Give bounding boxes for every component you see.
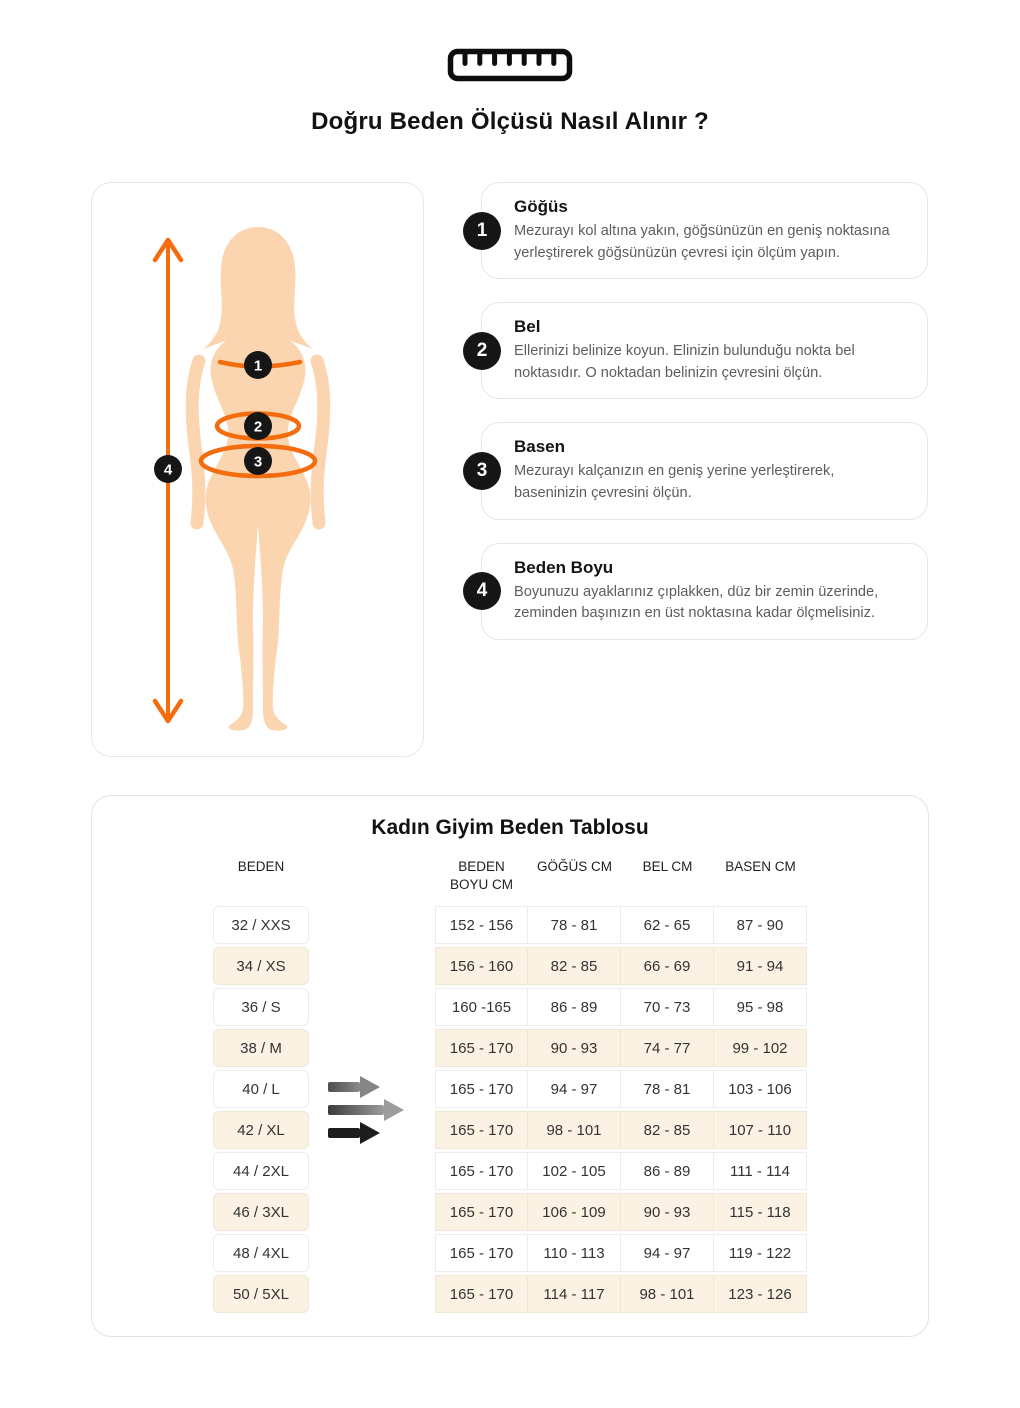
table-row (213, 1070, 807, 1108)
body-silhouette-diagram (92, 183, 424, 757)
gap-cell (309, 906, 435, 944)
size-cell: 42 / XL (213, 1111, 309, 1149)
height-cell: 165 - 170 (435, 1275, 528, 1313)
waist-cell: 82 - 85 (621, 1111, 714, 1149)
gap-cell (309, 947, 435, 985)
size-table-title: Kadın Giyim Beden Tablosu (371, 816, 649, 839)
gap-cell (309, 988, 435, 1026)
instruction-number-badge: 2 (463, 332, 501, 370)
waist-cell: 90 - 93 (621, 1193, 714, 1231)
hip-cell: 111 - 114 (714, 1152, 807, 1190)
size-cell: 34 / XS (213, 947, 309, 985)
hip-cell: 119 - 122 (714, 1234, 807, 1272)
table-row (213, 906, 807, 944)
chest-cell: 86 - 89 (528, 988, 621, 1026)
page-title: Doğru Beden Ölçüsü Nasıl Alınır ? (311, 108, 709, 135)
ruler-icon (91, 48, 929, 82)
size-cell: 44 / 2XL (213, 1152, 309, 1190)
waist-cell: 94 - 97 (621, 1234, 714, 1272)
chest-cell: 106 - 109 (528, 1193, 621, 1231)
gap-cell (309, 1070, 435, 1108)
chest-cell: 78 - 81 (528, 906, 621, 944)
hip-cell: 91 - 94 (714, 947, 807, 985)
table-row (213, 1152, 807, 1190)
chest-cell: 90 - 93 (528, 1029, 621, 1067)
silhouette-body (206, 329, 311, 731)
size-cell: 48 / 4XL (213, 1234, 309, 1272)
column-header-beden-boyu: BEDEN BOYU CM (449, 859, 513, 893)
hip-cell: 123 - 126 (714, 1275, 807, 1313)
instruction-title: Beden Boyu (514, 557, 614, 577)
size-cell: 40 / L (213, 1070, 309, 1108)
waist-cell: 86 - 89 (621, 1152, 714, 1190)
gap-cell (309, 1193, 435, 1231)
height-cell: 152 - 156 (435, 906, 528, 944)
instruction-title: Bel (514, 317, 541, 337)
table-row (213, 947, 807, 985)
chest-cell: 94 - 97 (528, 1070, 621, 1108)
table-row (213, 1193, 807, 1231)
marker-number: 2 (253, 418, 263, 436)
instruction-text: Boyunuzu ayaklarınız çıplakken, düz bir zemin üzerinde, zeminden başınızın en üst noktasına kadar ölçmelisiniz. (514, 583, 879, 622)
ruler-icon-svg (447, 48, 573, 82)
measurement-guide-section (91, 182, 929, 757)
instruction-title: Göğüs (514, 197, 568, 216)
hip-cell: 107 - 110 (714, 1111, 807, 1149)
column-header-basen: BASEN CM (725, 859, 796, 874)
hip-cell: 99 - 102 (714, 1029, 807, 1067)
column-header-bel: BEL CM (642, 859, 693, 874)
marker-number: 3 (253, 453, 263, 471)
chest-cell: 102 - 105 (528, 1152, 621, 1190)
waist-cell: 66 - 69 (621, 947, 714, 985)
waist-cell: 78 - 81 (621, 1070, 714, 1108)
hip-cell: 103 - 106 (714, 1070, 807, 1108)
hip-cell: 95 - 98 (714, 988, 807, 1026)
height-cell: 165 - 170 (435, 1152, 528, 1190)
instruction-number-badge: 4 (463, 572, 501, 610)
gap-cell (309, 1234, 435, 1272)
instruction-card-gogus (476, 182, 928, 279)
size-table-header-row (213, 856, 807, 902)
marker-badge-waist (244, 412, 272, 440)
waist-cell: 98 - 101 (621, 1275, 714, 1313)
chest-cell: 98 - 101 (528, 1111, 621, 1149)
gap-cell (309, 1275, 435, 1313)
table-row (213, 1029, 807, 1067)
size-table-body (213, 906, 807, 1313)
size-cell: 46 / 3XL (213, 1193, 309, 1231)
instruction-text: Ellerinizi belinize koyun. Elinizin bulunduğu nokta bel noktasıdır. O noktadan belinizin çevresini ölçün. (514, 343, 855, 381)
column-header-beden: BEDEN (237, 859, 285, 874)
marker-badge-hip (244, 447, 272, 475)
instruction-number-badge: 3 (463, 452, 501, 490)
chest-cell: 82 - 85 (528, 947, 621, 985)
gap-cell (309, 1152, 435, 1190)
page-header (91, 48, 929, 136)
waist-cell: 70 - 73 (621, 988, 714, 1026)
size-cell: 32 / XXS (213, 906, 309, 944)
height-cell: 165 - 170 (435, 1029, 528, 1067)
instruction-card-bel (476, 302, 928, 399)
instruction-number-badge: 1 (463, 212, 501, 250)
size-table-card (91, 795, 929, 1337)
column-header-gogus: GÖĞÜS CM (536, 859, 612, 874)
instruction-cards (476, 182, 928, 757)
marker-badge-chest (244, 351, 272, 379)
gap-cell (309, 1111, 435, 1149)
column-header-spacer (309, 856, 435, 902)
size-cell: 36 / S (213, 988, 309, 1026)
body-measurement-figure-panel (91, 182, 424, 757)
instruction-text: Mezurayı kol altına yakın, göğsünüzün en geniş noktasına yerleştirerek göğsünüzün çevresi için ölçüm yapın. (514, 223, 890, 261)
height-cell: 165 - 170 (435, 1070, 528, 1108)
height-cell: 165 - 170 (435, 1234, 528, 1272)
waist-cell: 62 - 65 (621, 906, 714, 944)
size-cell: 38 / M (213, 1029, 309, 1067)
table-row (213, 1111, 807, 1149)
instruction-text: Mezurayı kalçanızın en geniş yerine yerleştirerek, baseninizin çevresini ölçün. (514, 463, 835, 501)
marker-number: 4 (163, 461, 173, 479)
gap-cell (309, 1029, 435, 1067)
silhouette-left-arm (192, 361, 199, 523)
size-table (213, 856, 807, 1313)
hip-cell: 115 - 118 (714, 1193, 807, 1231)
hip-cell: 87 - 90 (714, 906, 807, 944)
table-row (213, 1275, 807, 1313)
table-row (213, 1234, 807, 1272)
chest-cell: 114 - 117 (528, 1275, 621, 1313)
marker-number: 1 (253, 357, 263, 375)
height-cell: 156 - 160 (435, 947, 528, 985)
height-cell: 165 - 170 (435, 1193, 528, 1231)
silhouette-right-arm (317, 361, 324, 523)
size-cell: 50 / 5XL (213, 1275, 309, 1313)
instruction-card-basen (476, 422, 928, 519)
instruction-card-beden-boyu (476, 543, 928, 640)
table-row (213, 988, 807, 1026)
height-cell: 165 - 170 (435, 1111, 528, 1149)
marker-badge-height (154, 455, 182, 483)
chest-cell: 110 - 113 (528, 1234, 621, 1272)
height-cell: 160 -165 (435, 988, 528, 1026)
instruction-title: Basen (514, 437, 566, 457)
waist-cell: 74 - 77 (621, 1029, 714, 1067)
